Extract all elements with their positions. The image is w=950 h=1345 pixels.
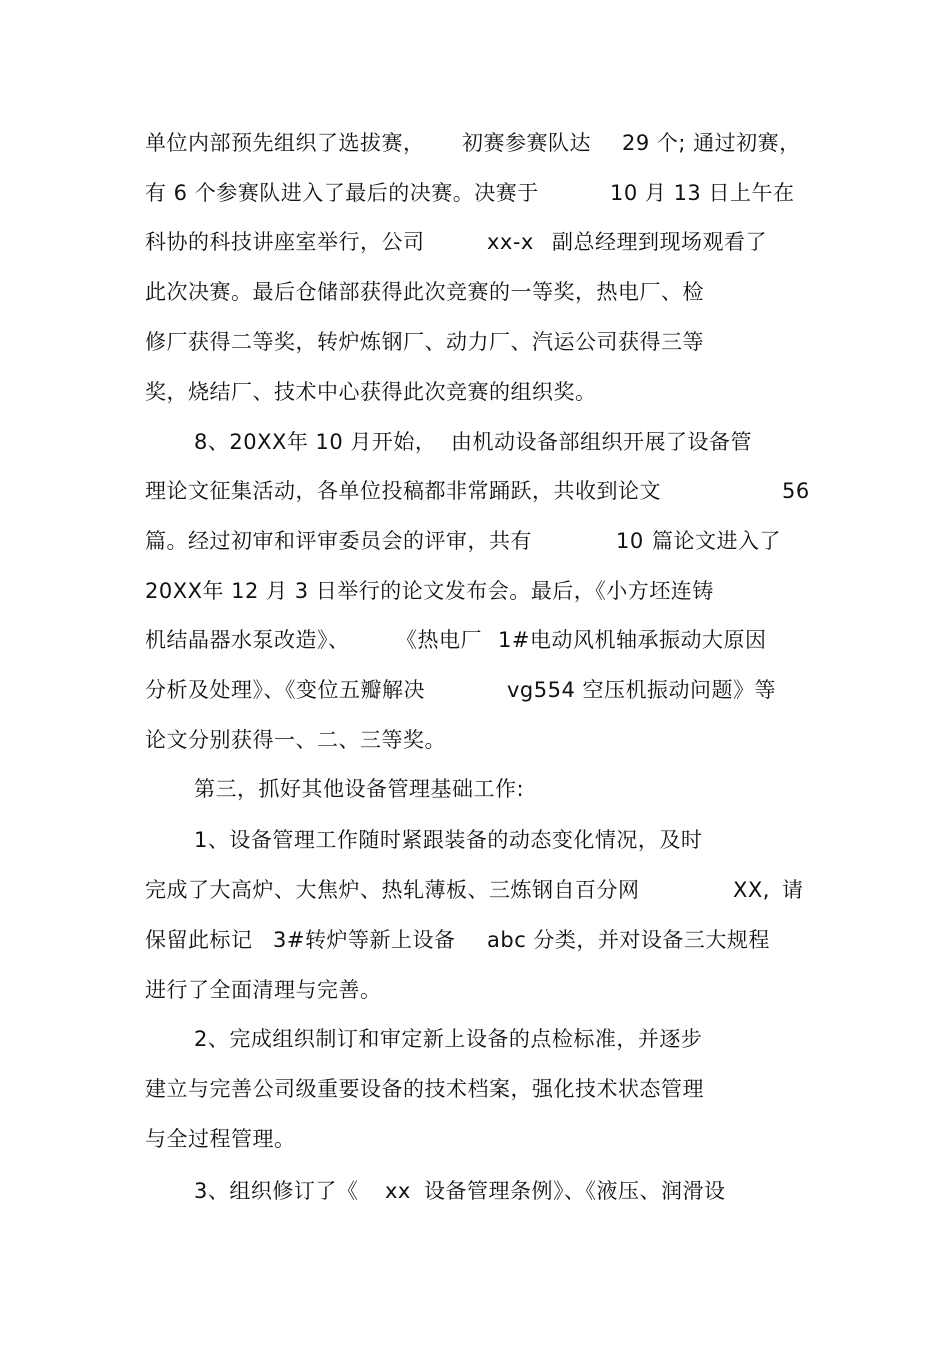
text-segment: 进行了全面清理与完善。: [145, 978, 382, 1002]
text-line: [0, 670, 950, 710]
text-line: [0, 521, 950, 561]
text-line: [0, 970, 950, 1010]
text-line: [0, 870, 950, 910]
text-segment: 1#电动风机轴承振动大原因: [498, 628, 767, 652]
text-segment: 完成了大高炉、大焦炉、热轧薄板、三炼钢自百分网: [145, 878, 640, 902]
text-segment: 由机动设备部组织开展了设备管: [451, 430, 752, 454]
text-segment: 理论文征集活动，各单位投稿都非常踊跃，共收到论文: [145, 479, 661, 503]
text-line: [0, 1171, 950, 1211]
text-line: [0, 720, 950, 760]
text-segment: 8、20XX年 10 月开始，: [194, 430, 437, 454]
text-line: [0, 571, 950, 611]
text-segment: 机结晶器水泵改造》、: [145, 628, 350, 652]
text-segment: 29 个; 通过初赛，: [622, 131, 801, 155]
text-segment: 单位内部预先组织了选拔赛，: [145, 131, 425, 155]
text-line: [0, 322, 950, 362]
text-line: [0, 920, 950, 960]
text-segment: 分析及处理》、《变位五瓣解决: [145, 678, 425, 702]
text-line: [0, 422, 950, 462]
text-segment: xx-x: [487, 230, 534, 254]
text-line: [0, 471, 950, 511]
text-line: [0, 173, 950, 213]
text-segment: 保留此标记: [145, 928, 253, 952]
text-segment: 科协的科技讲座室举行，公司: [145, 230, 425, 254]
text-segment: 篇。经过初审和评审委员会的评审，共有: [145, 529, 532, 553]
text-segment: XX,: [733, 878, 770, 902]
text-segment: abc 分类，并对设备三大规程: [487, 928, 770, 952]
text-segment: 论文分别获得一、二、三等奖。: [145, 728, 446, 752]
text-segment: 56: [782, 479, 810, 503]
text-line: [0, 272, 950, 312]
text-segment: 第三，抓好其他设备管理基础工作:: [194, 777, 525, 801]
text-segment: vg554 空压机振动问题》等: [507, 678, 777, 702]
text-line: [0, 820, 950, 860]
text-segment: 修厂获得二等奖，转炉炼钢厂、动力厂、汽运公司获得三等: [145, 330, 704, 354]
text-line: [0, 1019, 950, 1059]
text-segment: 奖，烧结厂、技术中心获得此次竞赛的组织奖。: [145, 380, 597, 404]
text-segment: xx: [385, 1179, 411, 1203]
text-segment: 1、设备管理工作随时紧跟装备的动态变化情况，及时: [194, 828, 703, 852]
text-segment: 请: [782, 878, 804, 902]
text-line: [0, 769, 950, 809]
text-segment: 3#转炉等新上设备: [273, 928, 456, 952]
text-segment: 有 6 个参赛队进入了最后的决赛。决赛于: [145, 181, 539, 205]
text-segment: 此次决赛。最后仓储部获得此次竞赛的一等奖，热电厂、检: [145, 280, 704, 304]
text-segment: 与全过程管理。: [145, 1127, 296, 1151]
text-segment: 设备管理条例》、《液压、润滑设: [424, 1179, 726, 1203]
text-segment: 初赛参赛队达: [462, 131, 591, 155]
text-segment: 2、完成组织制订和审定新上设备的点检标准，并逐步: [194, 1027, 703, 1051]
text-segment: 10 月 13 日上午在: [610, 181, 795, 205]
text-segment: 3、组织修订了《: [194, 1179, 359, 1203]
text-segment: 篇论文进入了: [652, 529, 781, 553]
text-line: [0, 123, 950, 163]
text-segment: 《热电厂: [396, 628, 482, 652]
text-line: [0, 222, 950, 262]
text-line: [0, 1119, 950, 1159]
text-line: [0, 620, 950, 660]
text-segment: 副总经理到现场观看了: [552, 230, 767, 254]
text-line: [0, 1069, 950, 1109]
text-segment: 10: [616, 529, 644, 553]
text-segment: 建立与完善公司级重要设备的技术档案，强化技术状态管理: [145, 1077, 704, 1101]
text-segment: 20XX年 12 月 3 日举行的论文发布会。最后，《小方坯连铸: [145, 579, 714, 603]
text-line: [0, 372, 950, 412]
